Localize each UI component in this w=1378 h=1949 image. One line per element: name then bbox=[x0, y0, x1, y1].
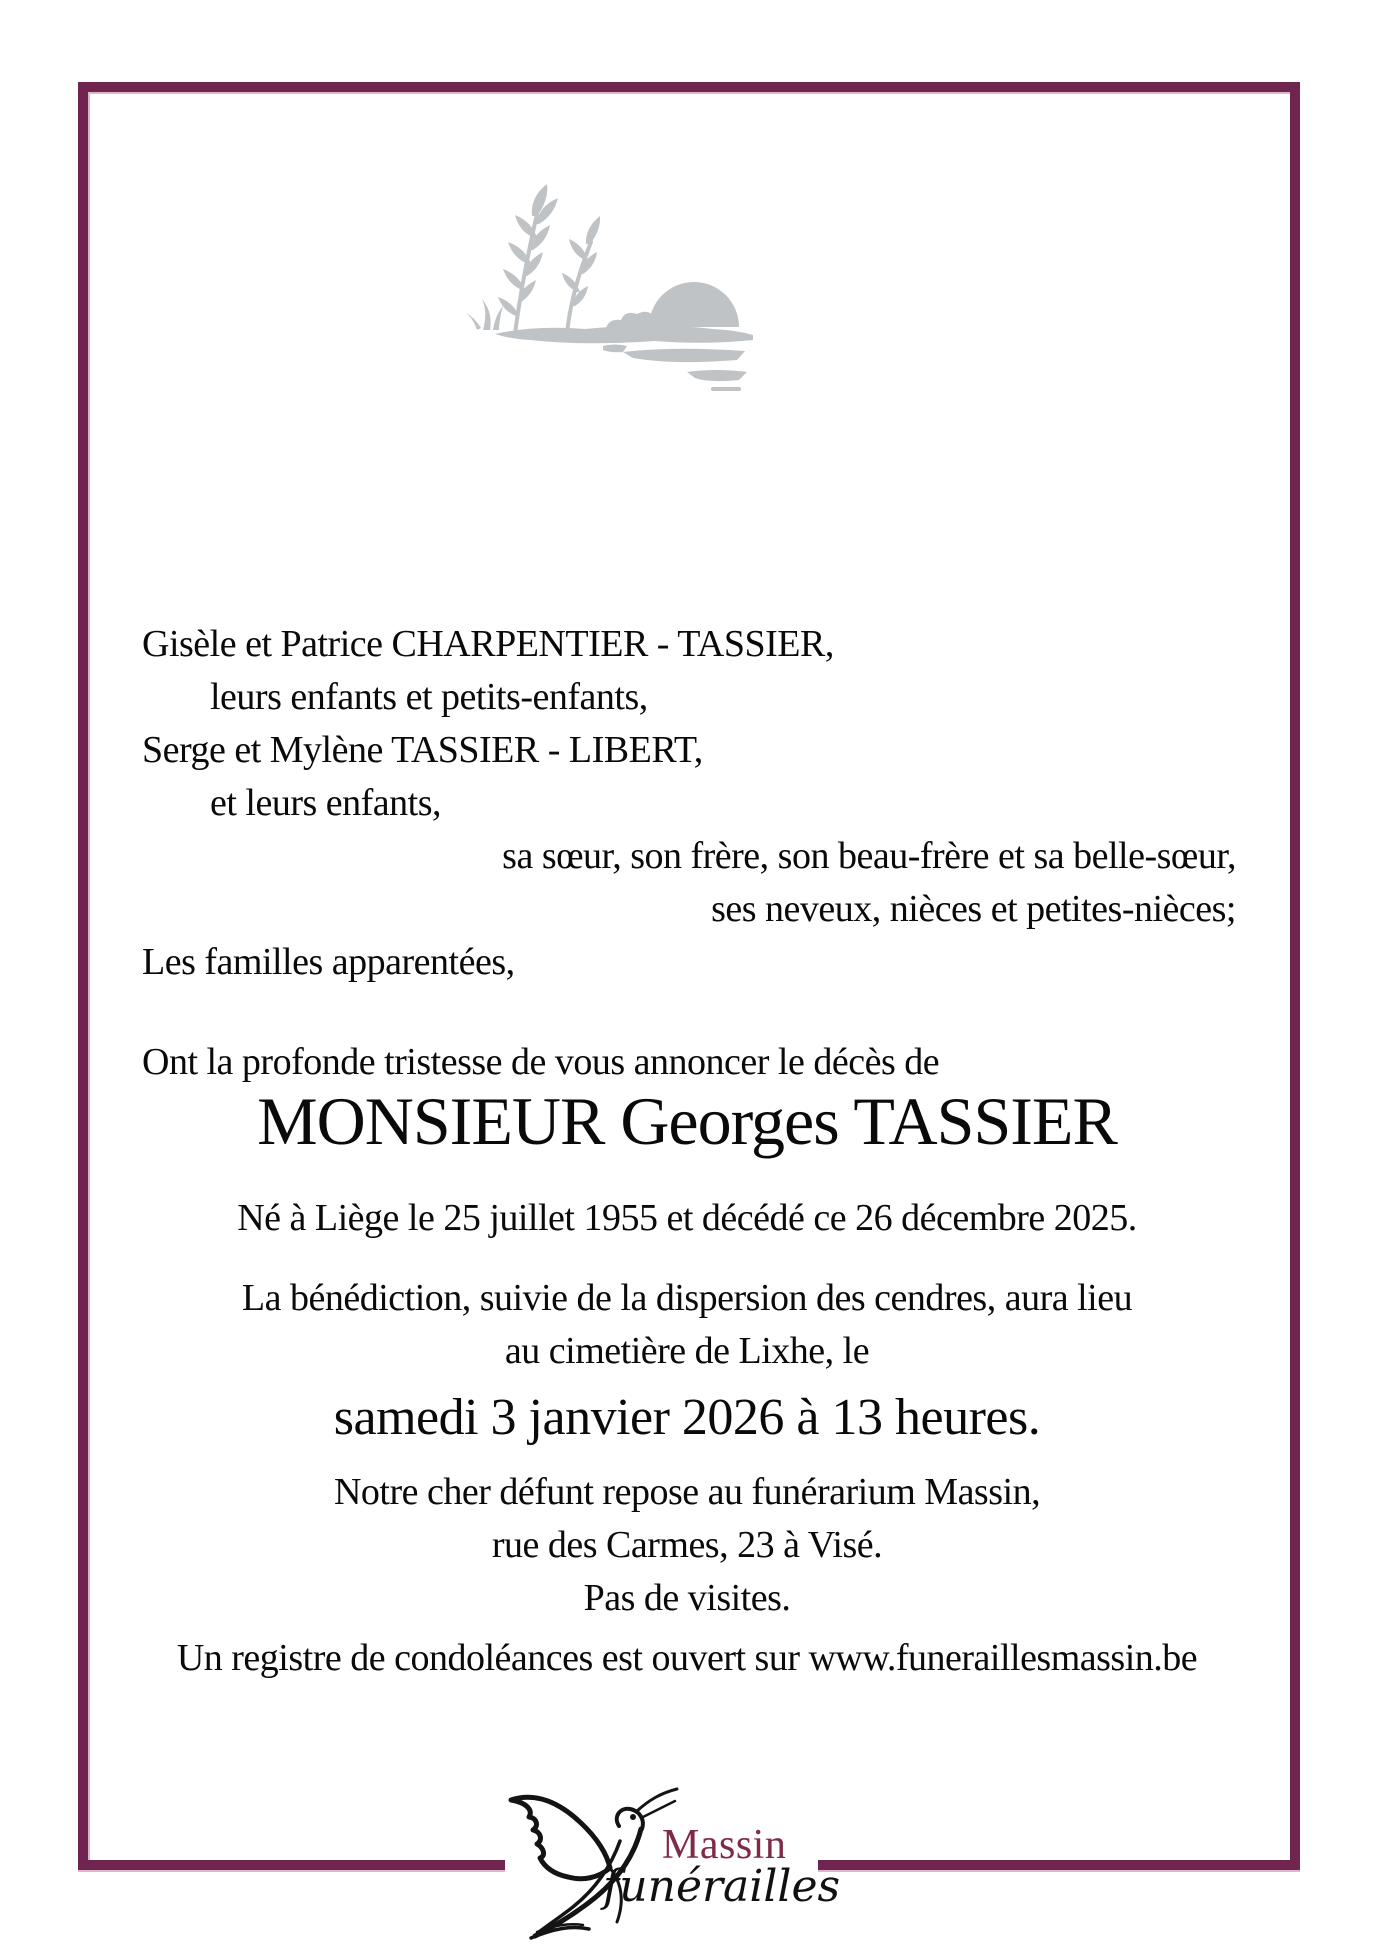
family-line: Serge et Mylène TASSIER - LIBERT, bbox=[142, 729, 703, 771]
ceremony-line: au cimetière de Lixhe, le bbox=[504, 1330, 870, 1372]
sunset-illustration-icon bbox=[455, 172, 755, 422]
life-dates: Né à Liège le 25 juillet 1955 et décédé ce 26 décembre 2025. bbox=[237, 1197, 1137, 1239]
visits-note: Pas de visites. bbox=[583, 1577, 791, 1619]
repose-line: Notre cher défunt repose au funérarium Massin, bbox=[333, 1471, 1041, 1513]
brand-name: Massin bbox=[662, 1822, 787, 1868]
family-line: Les familles apparentées, bbox=[142, 941, 515, 983]
announcement-intro: Ont la profonde tristesse de vous annoncer le décès de bbox=[142, 1041, 940, 1083]
ceremony-datetime: samedi 3 janvier 2026 à 13 heures. bbox=[333, 1389, 1041, 1446]
family-line: ses neveux, nièces et petites-nièces; bbox=[711, 888, 1236, 930]
family-line: Gisèle et Patrice CHARPENTIER - TASSIER, bbox=[142, 623, 834, 665]
ceremony-line: La bénédiction, suivie de la dispersion des cendres, aura lieu bbox=[241, 1277, 1133, 1319]
repose-address: rue des Carmes, 23 à Visé. bbox=[491, 1524, 883, 1566]
brand-subtitle: funérailles bbox=[603, 1861, 841, 1912]
family-line: leurs enfants et petits-enfants, bbox=[210, 676, 648, 718]
family-line: et leurs enfants, bbox=[210, 782, 442, 824]
condolences-register-line: Un registre de condoléances est ouvert sur www.funeraillesmassin.be bbox=[176, 1637, 1198, 1679]
family-line: sa sœur, son frère, son beau-frère et sa belle-sœur, bbox=[502, 835, 1236, 877]
funeral-home-logo bbox=[505, 1782, 841, 1942]
deceased-name: MONSIEUR Georges TASSIER bbox=[257, 1083, 1117, 1159]
